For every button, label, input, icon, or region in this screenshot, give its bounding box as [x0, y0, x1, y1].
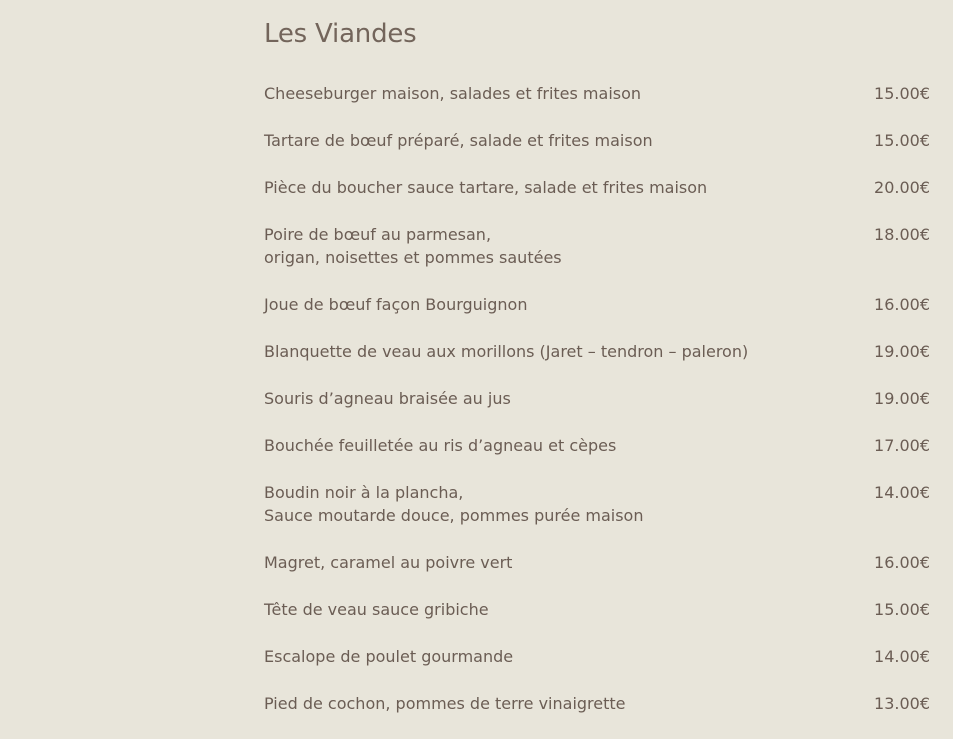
- menu-item-price: 15.00€: [874, 84, 930, 103]
- menu-item-name: Cheeseburger maison, salades et frites maison: [264, 84, 642, 103]
- menu-item-price: 16.00€: [874, 553, 930, 572]
- menu-item-price: 13.00€: [874, 694, 930, 713]
- menu-item-name: Blanquette de veau aux morillons (Jaret – tendron – paleron): [264, 342, 749, 361]
- menu-item-price: 14.00€: [874, 647, 930, 666]
- menu-item: [264, 434, 930, 457]
- menu-item: [264, 176, 930, 199]
- menu-item-name: Pièce du boucher sauce tartare, salade et frites maison: [264, 178, 708, 197]
- menu-item: [264, 293, 930, 316]
- menu-item: [264, 481, 930, 527]
- menu-item-price: 20.00€: [874, 178, 930, 197]
- menu-item-name: Joue de bœuf façon Bourguignon: [264, 295, 528, 314]
- menu-item-price: 18.00€: [874, 225, 930, 244]
- menu-item-price: 14.00€: [874, 483, 930, 502]
- menu-item-name: Pied de cochon, pommes de terre vinaigrette: [264, 694, 626, 713]
- menu-item: [264, 598, 930, 621]
- menu-item-list: [264, 82, 930, 739]
- section-title: Les Viandes: [264, 19, 417, 49]
- menu-item-name: Magret, caramel au poivre vert: [264, 553, 513, 572]
- menu-item-price: 16.00€: [874, 295, 930, 314]
- menu-item-name: Escalope de poulet gourmande: [264, 647, 514, 666]
- menu-item-price: 15.00€: [874, 131, 930, 150]
- menu-item: [264, 82, 930, 105]
- menu-item: [264, 129, 930, 152]
- menu-item: [264, 551, 930, 574]
- menu-item-name: Souris d’agneau braisée au jus: [264, 389, 511, 408]
- menu-item: [264, 645, 930, 668]
- menu-item-price: 17.00€: [874, 436, 930, 455]
- menu-item-name: Tartare de bœuf préparé, salade et frites maison: [264, 131, 653, 150]
- menu-item-name: Poire de bœuf au parmesan, origan, noisettes et pommes sautées: [264, 225, 562, 267]
- menu-item-name: Boudin noir à la plancha, Sauce moutarde douce, pommes purée maison: [264, 483, 644, 525]
- menu-item: [264, 692, 930, 715]
- menu-item-price: 19.00€: [874, 389, 930, 408]
- menu-item-price: 15.00€: [874, 600, 930, 619]
- menu-section: [264, 16, 930, 713]
- menu-item: [264, 223, 930, 269]
- menu-item-price: 19.00€: [874, 342, 930, 361]
- menu-item-name: Bouchée feuilletée au ris d’agneau et cèpes: [264, 436, 617, 455]
- menu-item: [264, 387, 930, 410]
- menu-item-name: Tête de veau sauce gribiche: [264, 600, 489, 619]
- menu-item: [264, 340, 930, 363]
